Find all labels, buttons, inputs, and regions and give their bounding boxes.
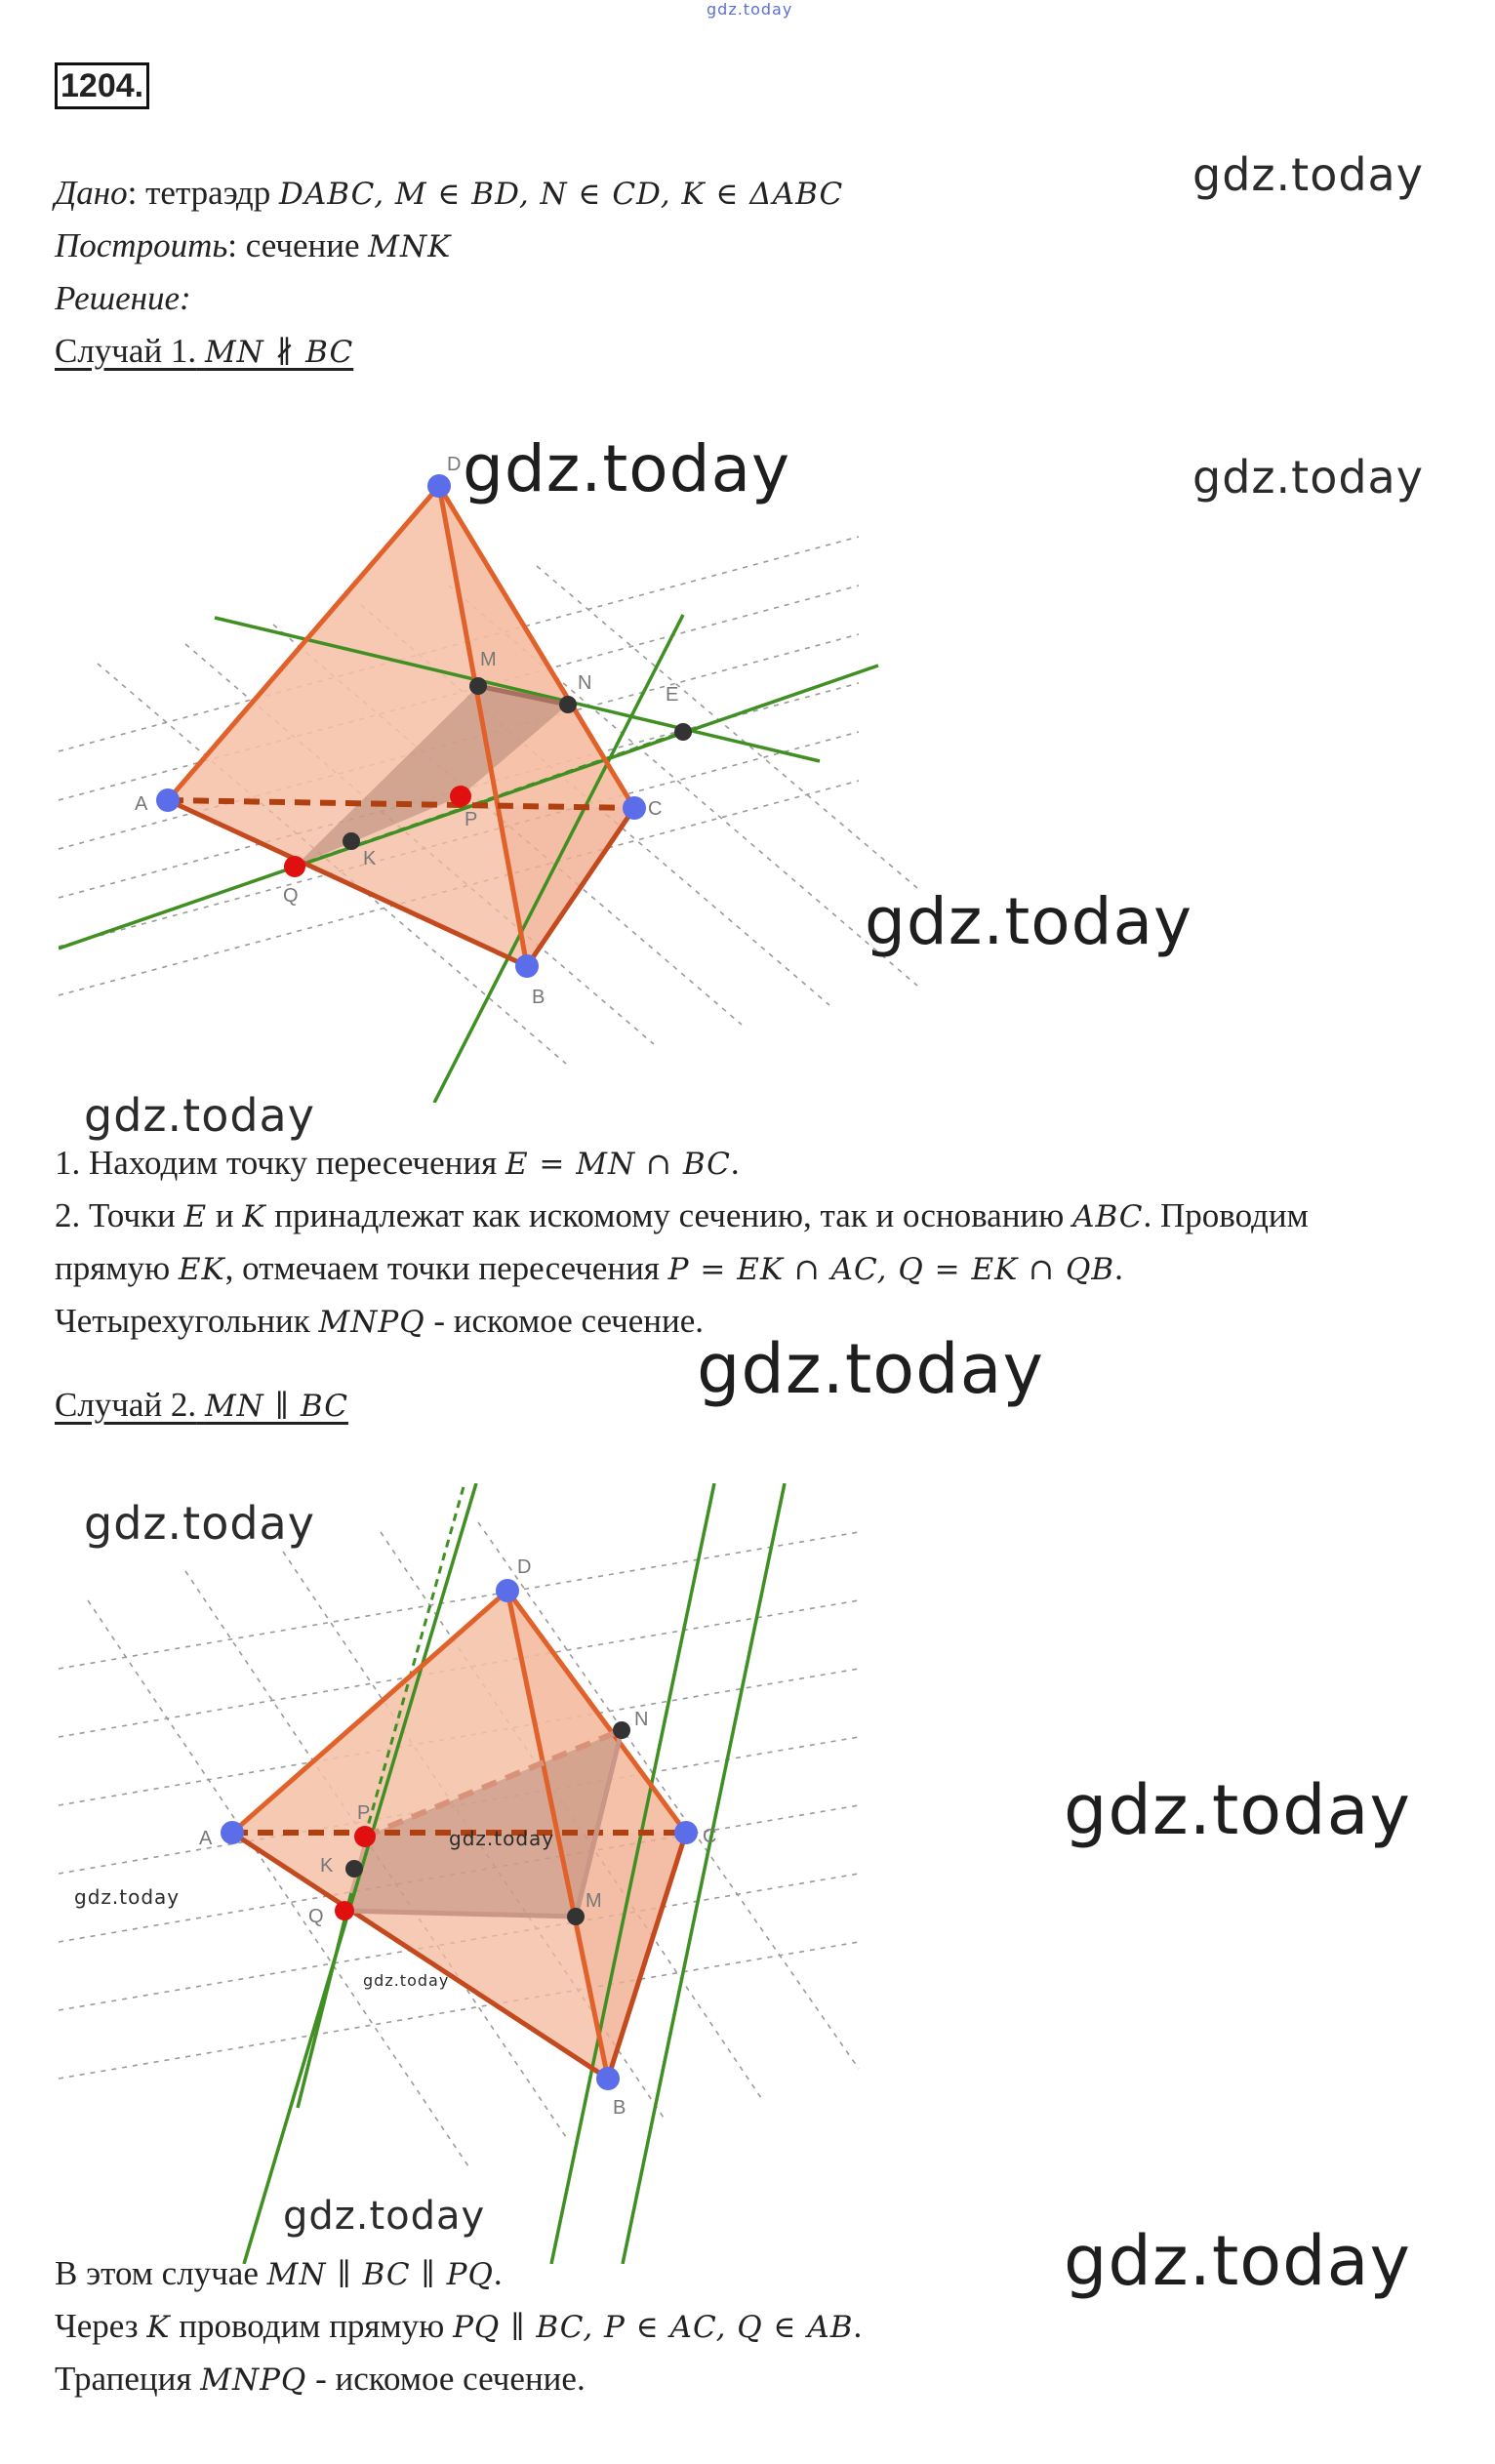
case2-line2-end: . (853, 2307, 863, 2345)
given-math: DABC, M ∈ BD, N ∈ CD, K ∈ ΔABC (278, 177, 844, 212)
top-watermark: gdz.today (707, 0, 793, 19)
case1-step4 (55, 1302, 704, 1342)
label-P: P (465, 809, 478, 830)
case2-line2-text: Через (55, 2307, 147, 2345)
case2-line3-math: MNPQ (200, 2363, 307, 2398)
case1-step2-k: K (242, 1199, 266, 1234)
given-text: : тетраэдр (127, 174, 279, 212)
case1-step3-rest: , отмечаем точки пересечения (224, 1249, 668, 1287)
label-K: K (363, 848, 377, 869)
label-N: N (634, 1709, 649, 1730)
case1-step3-end: . (1114, 1249, 1123, 1287)
case2-heading-text: Случай 2. (55, 1386, 197, 1424)
case1-heading-math: MN ∦ BC (204, 335, 354, 370)
case1-heading (55, 332, 353, 372)
figure-case1 (59, 439, 937, 1103)
label-M: M (586, 1890, 602, 1912)
watermark: gdz.today (84, 1089, 315, 1142)
case1-step4-math: MNPQ (318, 1305, 425, 1340)
case1-step4-end: - искомое сечение. (424, 1302, 704, 1340)
case2-line2-k: K (146, 2310, 171, 2345)
figure-case2 (59, 1483, 917, 2264)
case2-line1-end: . (493, 2254, 503, 2292)
label-A: A (135, 793, 148, 815)
case1-step2-abc: ABC (1072, 1199, 1144, 1234)
case1-step1-text: 1. Находим точку пересечения (55, 1144, 505, 1182)
watermark: gdz.today (463, 431, 791, 506)
label-K: K (320, 1855, 334, 1877)
label-C: C (648, 798, 663, 820)
case2-line2-rest: проводим прямую (170, 2307, 454, 2345)
case2-line2 (55, 2307, 862, 2347)
label-B: B (613, 2097, 626, 2119)
case1-step3 (55, 1249, 1123, 1289)
case2-line3-text: Трапеция (55, 2360, 201, 2398)
case1-step2 (55, 1196, 1309, 1236)
watermark: gdz.today (1192, 148, 1424, 201)
case1-step1-end: . (730, 1144, 740, 1182)
case2-line1-text: В этом случае (55, 2254, 267, 2292)
construct-math: MNK (368, 229, 452, 264)
case2-heading (55, 1386, 348, 1426)
case2-heading-math: MN ∥ BC (204, 1389, 348, 1424)
case1-step3-math: P = EK ∩ AC, Q = EK ∩ QB (667, 1252, 1115, 1287)
case2-line3 (55, 2360, 586, 2400)
label-C: C (703, 1826, 717, 1847)
label-B: B (532, 987, 545, 1008)
label-Q: Q (308, 1906, 324, 1927)
case2-line2-math: PQ ∥ BC, P ∈ AC, Q ∈ AB (453, 2310, 854, 2345)
case1-step4-text: Четырехугольник (55, 1302, 319, 1340)
case1-step3-text: прямую (55, 1249, 179, 1287)
given-line (55, 174, 843, 214)
watermark: gdz.today (84, 1497, 315, 1550)
label-M: M (480, 649, 497, 670)
watermark: gdz.today (865, 884, 1193, 959)
case2-line1 (55, 2254, 503, 2294)
case1-step1-math: E = MN ∩ BC (505, 1147, 731, 1182)
case1-step2-end: . Проводим (1143, 1196, 1309, 1234)
watermark: gdz.today (363, 1971, 450, 1990)
watermark: gdz.today (1064, 2221, 1411, 2301)
label-P: P (357, 1802, 371, 1824)
label-D: D (447, 454, 462, 475)
watermark: gdz.today (283, 2194, 486, 2239)
case2-line3-end: - искомое сечение. (306, 2360, 586, 2398)
case1-heading-text: Случай 1. (55, 332, 197, 370)
case1-step2-rest: принадлежат как искомому сечению, так и основанию (265, 1196, 1073, 1234)
given-label: Дано (55, 174, 128, 212)
label-D: D (517, 1556, 532, 1578)
case1-step2-text: 2. Точки (55, 1196, 184, 1234)
label-A: A (199, 1828, 213, 1849)
label-Q: Q (283, 885, 299, 907)
watermark: gdz.today (697, 1329, 1044, 1409)
watermark: gdz.today (1192, 451, 1424, 504)
label-N: N (578, 672, 592, 694)
case2-line1-math: MN ∥ BC ∥ PQ (266, 2257, 494, 2292)
case1-step1 (55, 1144, 740, 1184)
construct-label: Построить (55, 226, 228, 264)
case1-step3-ek: EK (178, 1252, 225, 1287)
watermark: gdz.today (449, 1827, 555, 1850)
construct-text: : сечение (227, 226, 369, 264)
watermark: gdz.today (74, 1885, 181, 1909)
solution-label: Решение: (55, 279, 191, 317)
problem-number: 1204. (55, 62, 149, 109)
case1-step2-and: и (207, 1196, 243, 1234)
watermark: gdz.today (1064, 1770, 1411, 1850)
label-E: E (666, 684, 679, 706)
case1-step2-e: E (183, 1199, 208, 1234)
construct-line (55, 226, 451, 266)
